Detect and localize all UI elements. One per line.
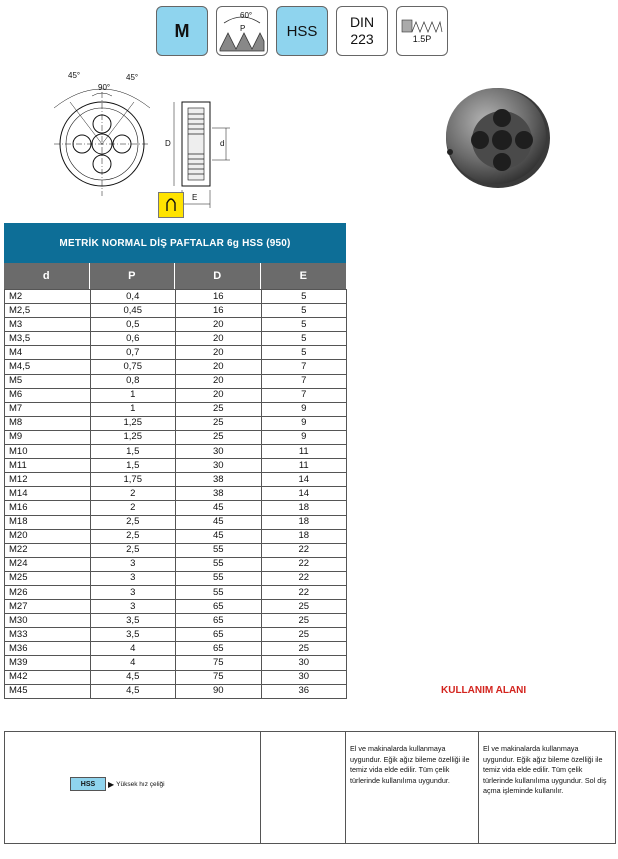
table-row [5, 374, 347, 388]
cell-D: 55 [176, 543, 262, 557]
cell-D: 55 [176, 571, 262, 585]
table-row [5, 628, 347, 642]
thread-profile-icon [218, 9, 266, 53]
cell-d: M18 [5, 515, 91, 529]
table-row [5, 614, 347, 628]
hss-legend-chip: HSS [70, 777, 106, 791]
cell-E: 5 [261, 304, 347, 318]
table-row [5, 656, 347, 670]
arrow-right-icon: ▶ [108, 779, 115, 789]
cell-P: 0,7 [90, 346, 176, 360]
cell-d: M2,5 [5, 304, 91, 318]
cell-d: M45 [5, 684, 91, 698]
table-row [5, 684, 347, 698]
metric-label: M [174, 20, 190, 41]
cell-E: 18 [261, 515, 347, 529]
cell-E: 30 [261, 670, 347, 684]
cell-d: M42 [5, 670, 91, 684]
angle-right-label: 45° [126, 73, 139, 82]
bottom-info-section [4, 731, 616, 844]
cell-d: M3 [5, 318, 91, 332]
cell-P: 1 [90, 388, 176, 402]
table-row [5, 430, 347, 444]
hss-label: HSS [286, 22, 318, 40]
angle-center-label: 90° [98, 83, 111, 92]
cell-E: 36 [261, 684, 347, 698]
cell-D: 20 [176, 360, 262, 374]
cell-E: 5 [261, 318, 347, 332]
cell-E: 18 [261, 501, 347, 515]
cell-E: 5 [261, 332, 347, 346]
die-spec-table [4, 223, 346, 699]
legend-box [4, 731, 261, 844]
cell-P: 4 [90, 642, 176, 656]
table-row [5, 571, 347, 585]
cell-D: 30 [176, 459, 262, 473]
hss-badge [276, 6, 328, 56]
header-P: P [90, 263, 176, 289]
cell-E: 25 [261, 600, 347, 614]
cell-P: 0,8 [90, 374, 176, 388]
cell-D: 65 [176, 600, 262, 614]
angle-left-label: 45° [68, 71, 81, 80]
table-row [5, 529, 347, 543]
cell-E: 25 [261, 628, 347, 642]
pitch-label: 1.5P [412, 34, 432, 44]
table-row [5, 388, 347, 402]
cell-d: M33 [5, 628, 91, 642]
hss-legend [70, 777, 165, 791]
cell-d: M24 [5, 557, 91, 571]
din-label-line1: DIN [349, 14, 375, 30]
cell-d: M25 [5, 571, 91, 585]
dim-D-label: D [165, 139, 171, 148]
cell-P: 1,5 [90, 445, 176, 459]
table-row [5, 670, 347, 684]
cell-D: 20 [176, 388, 262, 402]
cell-D: 55 [176, 557, 262, 571]
cell-D: 20 [176, 332, 262, 346]
cell-D: 20 [176, 374, 262, 388]
table-row [5, 346, 347, 360]
cell-d: M36 [5, 642, 91, 656]
metric-badge [156, 6, 208, 56]
cell-D: 65 [176, 642, 262, 656]
cell-D: 75 [176, 670, 262, 684]
cell-d: M8 [5, 416, 91, 430]
cell-P: 3 [90, 585, 176, 599]
cell-P: 4,5 [90, 670, 176, 684]
usage-text-left: El ve makinalarda kullanmaya uygundur. Eğik ağız bileme özelliği ile temiz vida elde edilir. Tüm çelik türlerinde kullanılıma uygundur. [350, 744, 470, 785]
cell-E: 11 [261, 459, 347, 473]
cell-d: M20 [5, 529, 91, 543]
table-row [5, 501, 347, 515]
cell-E: 25 [261, 614, 347, 628]
cell-D: 65 [176, 628, 262, 642]
cell-d: M4 [5, 346, 91, 360]
cell-D: 45 [176, 529, 262, 543]
cell-P: 1,5 [90, 459, 176, 473]
cell-d: M3,5 [5, 332, 91, 346]
cell-P: 0,5 [90, 318, 176, 332]
usage-box-left [346, 731, 479, 844]
empty-box [261, 731, 346, 844]
cell-E: 22 [261, 585, 347, 599]
table-row [5, 402, 347, 416]
dim-d-label: d [220, 139, 225, 148]
table-row [5, 290, 347, 304]
table-row [5, 318, 347, 332]
table-title: METRİK NORMAL DİŞ PAFTALAR 6g HSS (950) [4, 223, 346, 263]
cell-E: 11 [261, 445, 347, 459]
cell-d: M10 [5, 445, 91, 459]
table-row [5, 473, 347, 487]
table-row [5, 487, 347, 501]
cell-D: 75 [176, 656, 262, 670]
thread-pitch-symbol: P [240, 24, 246, 33]
cell-E: 5 [261, 346, 347, 360]
hss-legend-description: Yüksek hız çeliği [116, 780, 165, 788]
table-row [5, 642, 347, 656]
cell-E: 22 [261, 557, 347, 571]
cell-D: 25 [176, 430, 262, 444]
cell-E: 18 [261, 529, 347, 543]
cell-D: 16 [176, 304, 262, 318]
table-row [5, 445, 347, 459]
cell-P: 0,4 [90, 290, 176, 304]
die-technical-drawing [46, 68, 236, 218]
cell-D: 25 [176, 416, 262, 430]
cell-d: M6 [5, 388, 91, 402]
icon-badges [156, 6, 448, 56]
cell-P: 3 [90, 571, 176, 585]
table-row [5, 360, 347, 374]
din-badge [336, 6, 388, 56]
cell-D: 20 [176, 318, 262, 332]
cell-d: M12 [5, 473, 91, 487]
header-D: D [175, 263, 261, 289]
cell-E: 9 [261, 416, 347, 430]
table-header-row [4, 263, 346, 289]
table-row [5, 304, 347, 318]
cell-E: 14 [261, 487, 347, 501]
cell-D: 55 [176, 585, 262, 599]
cell-d: M9 [5, 430, 91, 444]
cell-P: 3,5 [90, 628, 176, 642]
position-marker-icon [158, 192, 184, 218]
cell-P: 0,45 [90, 304, 176, 318]
cell-P: 0,75 [90, 360, 176, 374]
din-label-line2: 223 [350, 31, 374, 47]
cell-P: 4,5 [90, 684, 176, 698]
cell-D: 38 [176, 473, 262, 487]
cell-E: 14 [261, 473, 347, 487]
cell-d: M11 [5, 459, 91, 473]
cell-P: 1,75 [90, 473, 176, 487]
cell-P: 4 [90, 656, 176, 670]
thread-profile-badge [216, 6, 268, 56]
cell-d: M4,5 [5, 360, 91, 374]
cell-E: 25 [261, 642, 347, 656]
cell-d: M16 [5, 501, 91, 515]
cell-D: 30 [176, 445, 262, 459]
pitch-thread-icon [400, 18, 444, 34]
cell-D: 20 [176, 346, 262, 360]
cell-P: 2 [90, 487, 176, 501]
table-row [5, 459, 347, 473]
cell-D: 90 [176, 684, 262, 698]
pitch-badge [396, 6, 448, 56]
cell-P: 2,5 [90, 543, 176, 557]
usage-title: KULLANIM ALANI [441, 685, 527, 696]
header-E: E [299, 270, 307, 282]
cell-P: 2,5 [90, 515, 176, 529]
table-row [5, 585, 347, 599]
cell-D: 38 [176, 487, 262, 501]
cell-P: 2 [90, 501, 176, 515]
cell-E: 22 [261, 543, 347, 557]
usage-text-right: El ve makinalarda kullanmaya uygundur. Eğik ağız bileme özelliği ile temiz vida elde edilir. Tüm çelik türlerinde kullanılıma uygundur. Sol diş açma işleminde kullanılır. [483, 744, 607, 796]
cell-E: 30 [261, 656, 347, 670]
cell-E: 7 [261, 360, 347, 374]
table-row [5, 600, 347, 614]
cell-P: 0,6 [90, 332, 176, 346]
cell-d: M2 [5, 290, 91, 304]
cell-P: 3,5 [90, 614, 176, 628]
cell-E: 9 [261, 402, 347, 416]
cell-P: 1 [90, 402, 176, 416]
table-row [5, 416, 347, 430]
cell-d: M39 [5, 656, 91, 670]
cell-d: M7 [5, 402, 91, 416]
header-d: d [4, 263, 90, 289]
die-product-photo [438, 82, 553, 194]
cell-D: 45 [176, 515, 262, 529]
cell-d: M27 [5, 600, 91, 614]
cell-d: M30 [5, 614, 91, 628]
cell-P: 3 [90, 557, 176, 571]
dim-E-label: E [192, 193, 198, 202]
table-row [5, 543, 347, 557]
cell-E: 22 [261, 571, 347, 585]
table-row [5, 557, 347, 571]
cell-E: 5 [261, 290, 347, 304]
cell-P: 3 [90, 600, 176, 614]
cell-P: 1,25 [90, 416, 176, 430]
cell-E: 7 [261, 374, 347, 388]
table-row [5, 332, 347, 346]
table-row [5, 515, 347, 529]
table-body [4, 289, 347, 699]
thread-angle-label: 60° [240, 11, 253, 20]
cell-P: 1,25 [90, 430, 176, 444]
cell-d: M22 [5, 543, 91, 557]
cell-d: M14 [5, 487, 91, 501]
cell-D: 16 [176, 290, 262, 304]
usage-box-right [479, 731, 616, 844]
cell-E: 7 [261, 388, 347, 402]
cell-P: 2,5 [90, 529, 176, 543]
cell-D: 65 [176, 614, 262, 628]
cell-E: 9 [261, 430, 347, 444]
cell-d: M26 [5, 585, 91, 599]
cell-D: 25 [176, 402, 262, 416]
cell-d: M5 [5, 374, 91, 388]
cell-D: 45 [176, 501, 262, 515]
